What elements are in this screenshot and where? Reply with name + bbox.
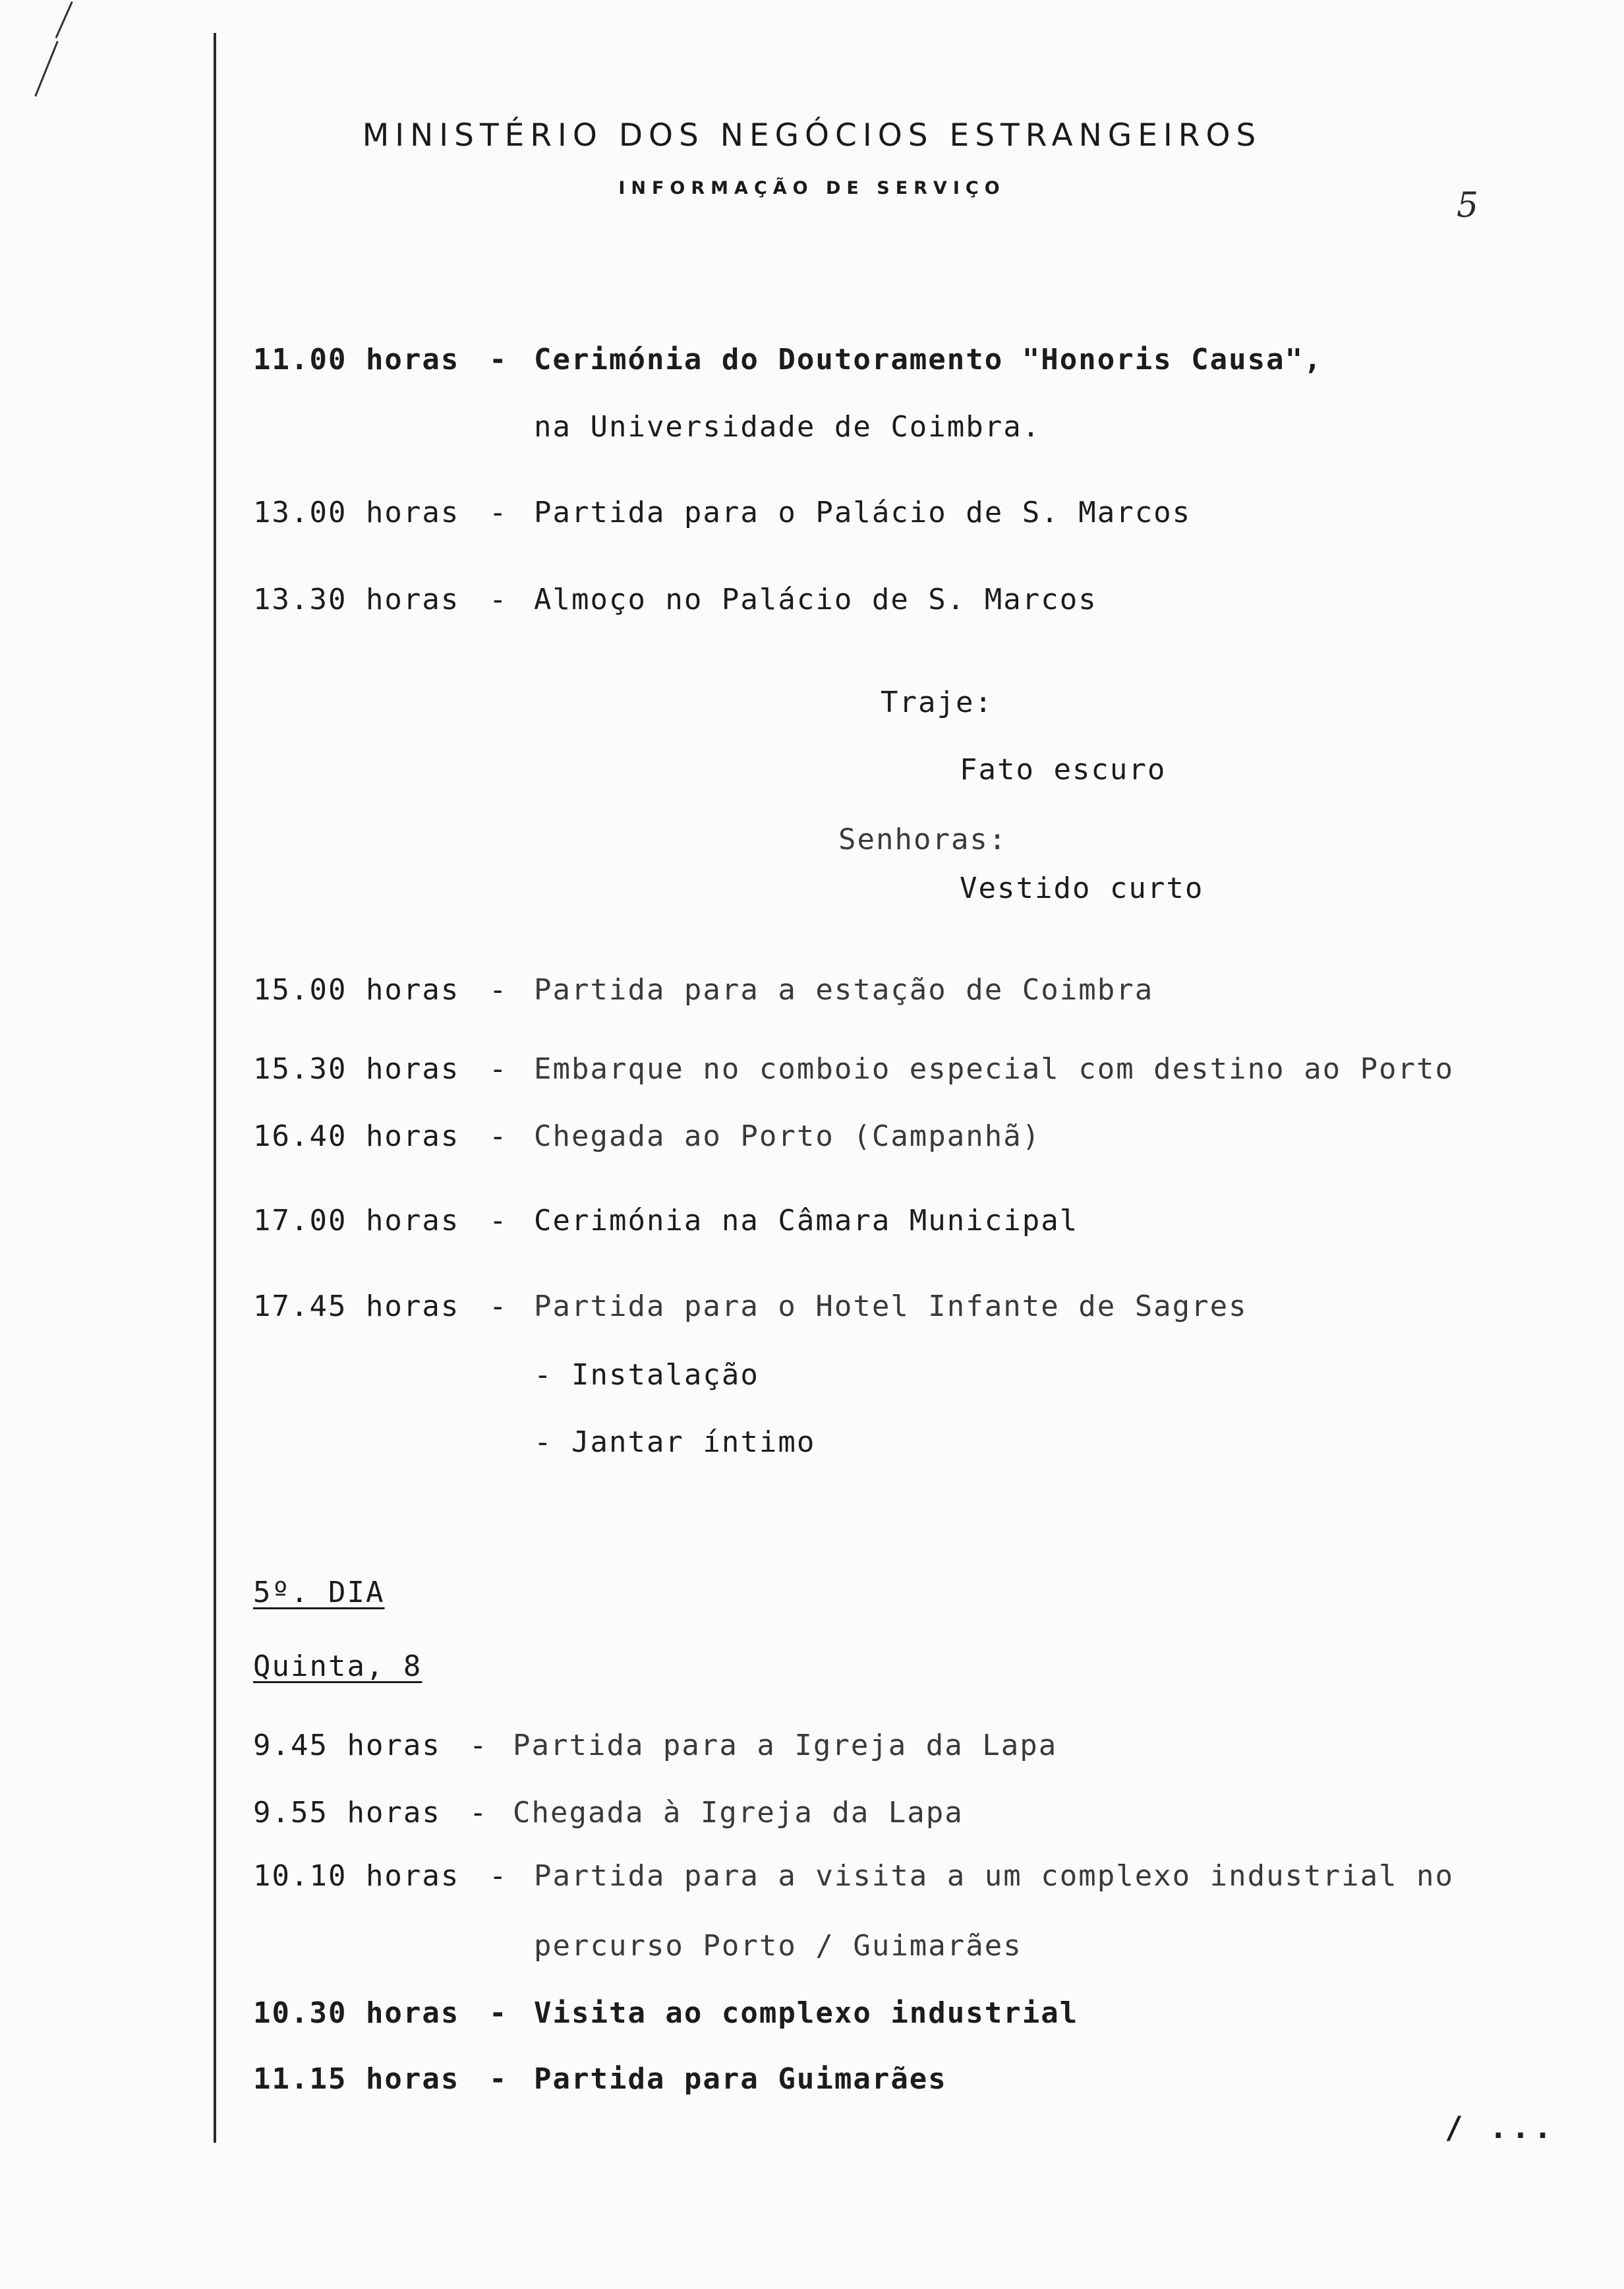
ministry-heading: MINISTÉRIO DOS NEGÓCIOS ESTRANGEIROS	[362, 117, 1262, 154]
schedule-separator: -	[489, 583, 508, 616]
schedule-time: 13.30 horas	[253, 583, 460, 616]
left-margin-rule	[214, 33, 216, 2143]
schedule-event: Cerimónia na Câmara Municipal	[534, 1204, 1079, 1237]
schedule-event: Cerimónia do Doutoramento "Honoris Causa",	[534, 343, 1323, 376]
schedule-time: 13.00 horas	[253, 496, 460, 529]
schedule-separator: -	[489, 1290, 508, 1323]
schedule-event: Partida para Guimarães	[534, 2062, 947, 2096]
schedule-event: Visita ao complexo industrial	[534, 1996, 1079, 2030]
schedule-time: 16.40 horas	[253, 1119, 460, 1153]
schedule-separator: -	[469, 1729, 488, 1762]
schedule-time: 11.00 horas	[253, 343, 460, 376]
schedule-event: Almoço no Palácio de S. Marcos	[534, 583, 1097, 616]
schedule-time: 11.15 horas	[253, 2062, 460, 2096]
schedule-time: 15.00 horas	[253, 973, 460, 1007]
schedule-separator: -	[489, 1119, 508, 1153]
continuation-mark: / ...	[1445, 2110, 1556, 2145]
schedule-time: 10.30 horas	[253, 1996, 460, 2030]
page-number: 5	[1457, 186, 1479, 225]
schedule-event: Embarque no comboio especial com destino ao Porto	[534, 1052, 1455, 1086]
schedule-separator: -	[489, 1859, 508, 1893]
schedule-event: Partida para a Igreja da Lapa	[513, 1729, 1058, 1762]
document-subheading: INFORMAÇÃO DE SERVIÇO	[618, 178, 1006, 198]
schedule-separator: -	[489, 2062, 508, 2096]
schedule-event: Chegada à Igreja da Lapa	[513, 1796, 964, 1829]
schedule-event: Partida para o Palácio de S. Marcos	[534, 496, 1192, 529]
schedule-subitem: - Instalação	[534, 1358, 759, 1392]
schedule-event: Partida para a visita a um complexo industrial no	[534, 1859, 1455, 1893]
schedule-event: Partida para o Hotel Infante de Sagres	[534, 1290, 1248, 1323]
schedule-time: 10.10 horas	[253, 1859, 460, 1893]
day-title: 5º. DIA	[253, 1576, 385, 1609]
schedule-separator: -	[489, 343, 508, 376]
schedule-event: Chegada ao Porto (Campanhã)	[534, 1119, 1041, 1153]
stray-pen-mark	[55, 1, 73, 38]
schedule-time: 17.45 horas	[253, 1290, 460, 1323]
schedule-time: 9.55 horas	[253, 1796, 441, 1829]
schedule-event-continuation: percurso Porto / Guimarães	[534, 1929, 1022, 1963]
schedule-time: 17.00 horas	[253, 1204, 460, 1237]
stray-pen-mark	[34, 41, 58, 97]
schedule-time: 15.30 horas	[253, 1052, 460, 1086]
schedule-separator: -	[469, 1796, 488, 1829]
dress-code-women: Vestido curto	[960, 872, 1204, 905]
schedule-event-continuation: na Universidade de Coimbra.	[534, 410, 1041, 444]
dress-code-men: Fato escuro	[960, 753, 1167, 787]
schedule-separator: -	[489, 1052, 508, 1086]
schedule-separator: -	[489, 1996, 508, 2030]
schedule-subitem: - Jantar íntimo	[534, 1425, 816, 1459]
schedule-separator: -	[489, 1204, 508, 1237]
dress-code-women-label: Senhoras:	[838, 823, 1008, 856]
day-date: Quinta, 8	[253, 1650, 422, 1683]
dress-code-title: Traje:	[881, 686, 993, 719]
schedule-separator: -	[489, 496, 508, 529]
schedule-separator: -	[489, 973, 508, 1007]
schedule-event: Partida para a estação de Coimbra	[534, 973, 1154, 1007]
schedule-time: 9.45 horas	[253, 1729, 441, 1762]
